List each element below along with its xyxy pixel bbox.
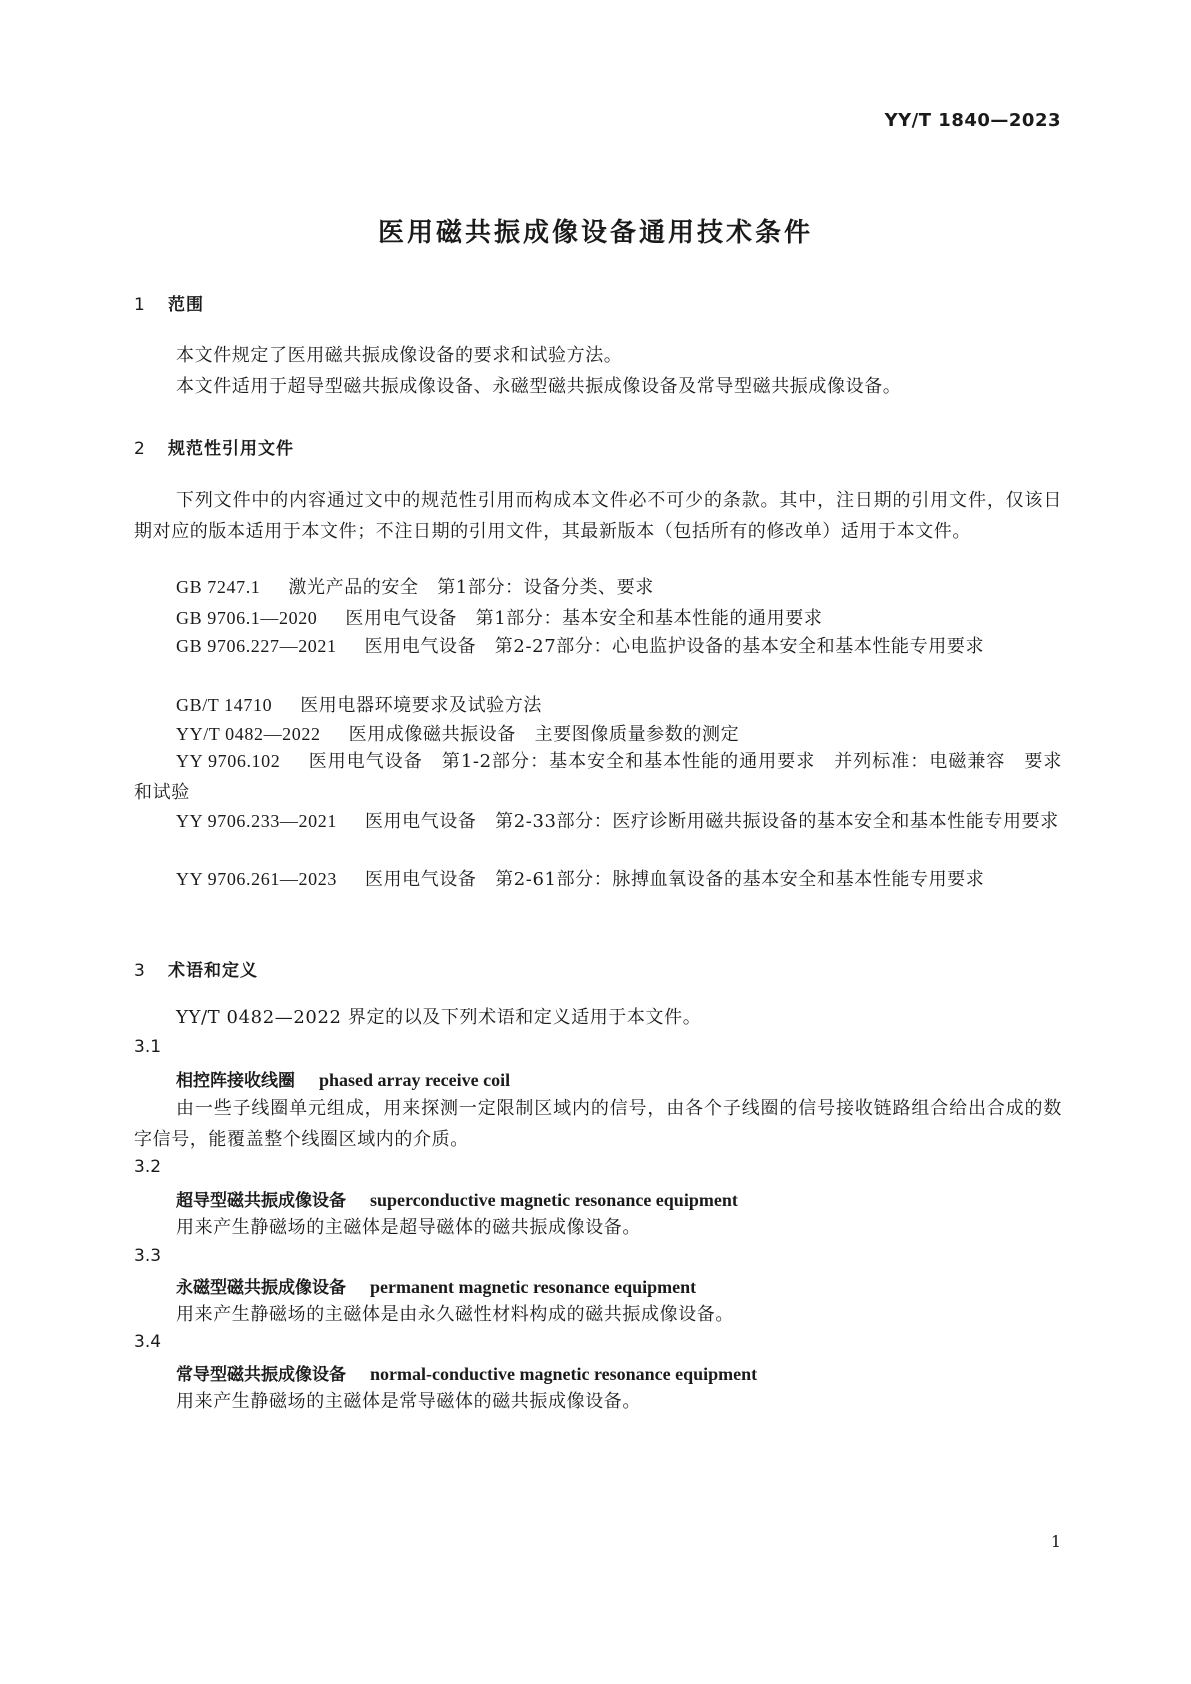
term-definition: 用来产生静磁场的主磁体是超导磁体的磁共振成像设备。 xyxy=(176,1217,641,1238)
section-2-intro: 下列文件中的内容通过文中的规范性引用而构成本文件必不可少的条款。其中，注日期的引用文件，仅该日期对应的版本适用于本文件；不注日期的引用文件，其最新版本（包括所有的修改单）适用于本文件。 xyxy=(134,490,1062,542)
reference-title: 医用电气设备 第2-61部分：脉搏血氧设备的基本安全和基本性能专用要求 xyxy=(364,869,985,890)
section-title: 术语和定义 xyxy=(168,961,258,981)
document-title: 医用磁共振成像设备通用技术条件 xyxy=(377,218,813,248)
term-en: superconductive magnetic resonance equipment xyxy=(370,1190,738,1210)
section-3-heading xyxy=(134,956,258,981)
standard-code: YY/T 1840—2023 xyxy=(884,110,1061,131)
reference-title: 激光产品的安全 第1部分：设备分类、要求 xyxy=(288,577,654,598)
section-2-heading xyxy=(134,434,294,459)
term-definition: 用来产生静磁场的主磁体是由永久磁性材料构成的磁共振成像设备。 xyxy=(176,1304,734,1325)
term-number: 3.1 xyxy=(134,1037,162,1057)
term-definition: 用来产生静磁场的主磁体是常导磁体的磁共振成像设备。 xyxy=(176,1391,641,1412)
reference-item xyxy=(134,806,1062,837)
term-en: permanent magnetic resonance equipment xyxy=(370,1277,697,1297)
reference-title: 医用电气设备 第2-33部分：医疗诊断用磁共振设备的基本安全和基本性能专用要求 xyxy=(364,811,1059,832)
reference-item xyxy=(176,691,542,717)
term-heading xyxy=(176,1360,757,1385)
term-heading xyxy=(176,1273,696,1298)
term-zh: 常导型磁共振成像设备 xyxy=(176,1365,346,1385)
reference-item xyxy=(134,746,1062,808)
section-number: 3 xyxy=(134,961,146,981)
section-1-heading xyxy=(134,290,204,315)
reference-title: 医用电气设备 第1-2部分：基本安全和基本性能的通用要求 并列标准：电磁兼容 要求和试验 xyxy=(134,751,1062,803)
section-1-paragraph: 本文件规定了医用磁共振成像设备的要求和试验方法。 xyxy=(176,345,623,366)
reference-item xyxy=(134,631,1062,662)
term-zh: 相控阵接收线圈 xyxy=(176,1071,295,1091)
reference-item xyxy=(134,864,1062,895)
term-zh: 永磁型磁共振成像设备 xyxy=(176,1278,346,1298)
page-number: 1 xyxy=(1050,1532,1061,1551)
term-zh: 超导型磁共振成像设备 xyxy=(176,1191,346,1211)
reference-code: YY 9706.233—2021 xyxy=(176,811,337,831)
section-title: 规范性引用文件 xyxy=(168,439,294,459)
reference-code: GB 9706.1—2020 xyxy=(176,608,318,628)
reference-code: YY/T 0482—2022 xyxy=(176,724,321,744)
reference-item xyxy=(176,604,822,630)
term-definition: 由一些子线圈单元组成，用来探测一定限制区域内的信号，由各个子线圈的信号接收链路组合给出合成的数字信号，能覆盖整个线圈区域内的介质。 xyxy=(134,1098,1062,1150)
reference-code: YY 9706.261—2023 xyxy=(176,869,337,889)
reference-code: GB 9706.227—2021 xyxy=(176,636,337,656)
term-heading xyxy=(176,1186,738,1211)
reference-code: GB 7247.1 xyxy=(176,577,261,597)
reference-code: GB/T 14710 xyxy=(176,695,273,715)
term-number: 3.3 xyxy=(134,1246,162,1266)
reference-title: 医用电气设备 第1部分：基本安全和基本性能的通用要求 xyxy=(345,608,823,629)
reference-title: 医用电器环境要求及试验方法 xyxy=(300,695,542,716)
reference-item xyxy=(176,573,654,599)
reference-code: YY 9706.102 xyxy=(176,751,281,771)
term-en: normal-conductive magnetic resonance equipment xyxy=(370,1364,758,1384)
term-en: phased array receive coil xyxy=(319,1070,511,1090)
section-3-intro: YY/T 0482—2022 界定的以及下列术语和定义适用于本文件。 xyxy=(176,1007,702,1028)
reference-title: 医用电气设备 第2-27部分：心电监护设备的基本安全和基本性能专用要求 xyxy=(364,636,985,657)
reference-title: 医用成像磁共振设备 主要图像质量参数的测定 xyxy=(348,724,740,745)
section-number: 1 xyxy=(134,295,146,315)
section-title: 范围 xyxy=(168,295,204,315)
term-number: 3.4 xyxy=(134,1332,162,1352)
term-heading xyxy=(176,1066,510,1091)
term-number: 3.2 xyxy=(134,1157,162,1177)
section-1-paragraph: 本文件适用于超导型磁共振成像设备、永磁型磁共振成像设备及常导型磁共振成像设备。 xyxy=(176,376,902,397)
section-number: 2 xyxy=(134,439,146,459)
reference-item xyxy=(176,720,739,746)
